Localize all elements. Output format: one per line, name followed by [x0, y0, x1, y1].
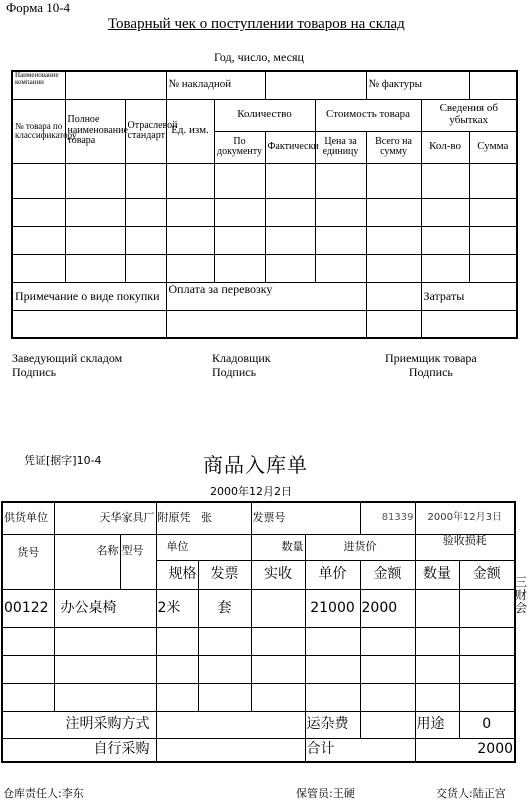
invoice-label: 发票号: [251, 502, 360, 534]
signature-keeper: 保管员:王硬: [296, 787, 355, 800]
form-number-label: Форма 10-4: [6, 0, 71, 15]
use-label: 用途: [415, 711, 459, 738]
header-model: 型号: [120, 534, 156, 589]
purchase-note-field[interactable]: [12, 310, 166, 338]
waybill-field[interactable]: [265, 71, 366, 99]
zh-date: 2000年12月2日: [210, 485, 292, 498]
row-amount[interactable]: 2000: [360, 589, 415, 627]
supplier-label: 供货单位: [2, 502, 54, 534]
header-amount: 金额: [360, 560, 415, 589]
header-item-no: № товара по классификатору: [12, 99, 65, 163]
header-full-name: Полное наименование товара: [65, 99, 125, 163]
header-total-sum: Всего на сумму: [366, 131, 421, 163]
zh-stock-in-table: [1, 501, 516, 763]
side-note: 三财会: [514, 575, 527, 616]
row-unit-price[interactable]: 21000: [305, 589, 360, 627]
use-value[interactable]: 0: [459, 711, 515, 738]
purchase-note-label: Примечание о виде покупки: [12, 282, 166, 310]
header-standard: Отраслевой стандарт: [125, 99, 166, 163]
header-acceptance-loss: 验收损耗: [415, 534, 515, 560]
signature-warehouse-manager: 仓库责任人:李东: [3, 787, 84, 800]
header-qty-actual: Фактически: [265, 131, 315, 163]
header-spec: 规格: [156, 560, 198, 589]
invoice-field[interactable]: [469, 71, 517, 99]
ru-receipt-table: [11, 70, 518, 339]
table-row: [12, 226, 517, 254]
table-row: [2, 589, 515, 627]
row-item-no[interactable]: 00122: [2, 589, 54, 627]
invoice-date[interactable]: 2000年12月3日: [415, 502, 515, 534]
header-loss-qty: 数量: [415, 560, 459, 589]
header-loss-qty: Кол-во: [421, 131, 469, 163]
expenses-label: Затраты: [421, 282, 517, 310]
signature-deliverer: 交货人:陆正宫: [436, 787, 506, 800]
header-losses: Сведения об убытках: [421, 99, 517, 131]
table-row: [12, 254, 517, 282]
freight-label: Оплата за перевозку: [166, 282, 366, 310]
header-unit: Ед. изм.: [166, 99, 214, 163]
header-loss-amount: 金额: [459, 560, 515, 589]
header-qty-doc: По документу: [214, 131, 265, 163]
row-name[interactable]: 办公桌椅: [54, 589, 156, 627]
attach-label: 附原凭 张: [156, 502, 251, 534]
header-loss-sum: Сумма: [469, 131, 517, 163]
header-quantity: Количество: [214, 99, 315, 131]
row-unit[interactable]: 套: [198, 589, 251, 627]
table-row: [2, 655, 515, 683]
total-label: 合计: [305, 738, 415, 762]
signature-warehouse-head: Заведующий складом Подпись: [12, 351, 123, 380]
table-row: [12, 163, 517, 198]
header-item-no: 货号: [2, 534, 54, 589]
expenses-field[interactable]: [421, 310, 517, 338]
row-spec[interactable]: 2米: [156, 589, 198, 627]
header-received: 实收: [251, 560, 305, 589]
table-row: [2, 683, 515, 711]
zh-form-title: 商品入库单: [203, 453, 308, 477]
header-unit-price: Цена за единицу: [315, 131, 366, 163]
signature-storekeeper: Кладовщик Подпись: [212, 351, 271, 380]
header-unit-price: 单价: [305, 560, 360, 589]
waybill-label: № накладной: [166, 71, 265, 99]
signature-receiver: Приемщик товара Подпись: [385, 351, 477, 380]
total-value[interactable]: 2000: [415, 738, 515, 762]
invoice-value[interactable]: 81339: [360, 502, 415, 534]
company-label: Наименование компании: [12, 71, 65, 99]
method-value[interactable]: 自行采购: [2, 738, 156, 762]
header-invoiced: 发票: [198, 560, 251, 589]
method-label: 注明采购方式: [2, 711, 156, 738]
ru-date-label: Год, число, месяц: [214, 50, 304, 64]
voucher-label: 凭证[据字]10-4: [24, 454, 102, 467]
supplier-value[interactable]: 天华家具厂: [54, 502, 156, 534]
header-name: 名称: [54, 534, 120, 589]
header-purchase-price: 进货价: [305, 534, 415, 560]
attach-value: 张: [201, 511, 212, 525]
table-row: [12, 198, 517, 226]
invoice-label: № фактуры: [366, 71, 469, 99]
ru-form-title: Товарный чек о поступлении товаров на склад: [108, 16, 405, 32]
company-field[interactable]: [65, 71, 166, 99]
header-quantity: 数量: [251, 534, 305, 560]
header-cost: Стоимость товара: [315, 99, 421, 131]
table-row: [2, 627, 515, 655]
header-unit: 单位: [156, 534, 251, 560]
freight-field[interactable]: [166, 310, 366, 338]
freight-label: 运杂费: [305, 711, 360, 738]
